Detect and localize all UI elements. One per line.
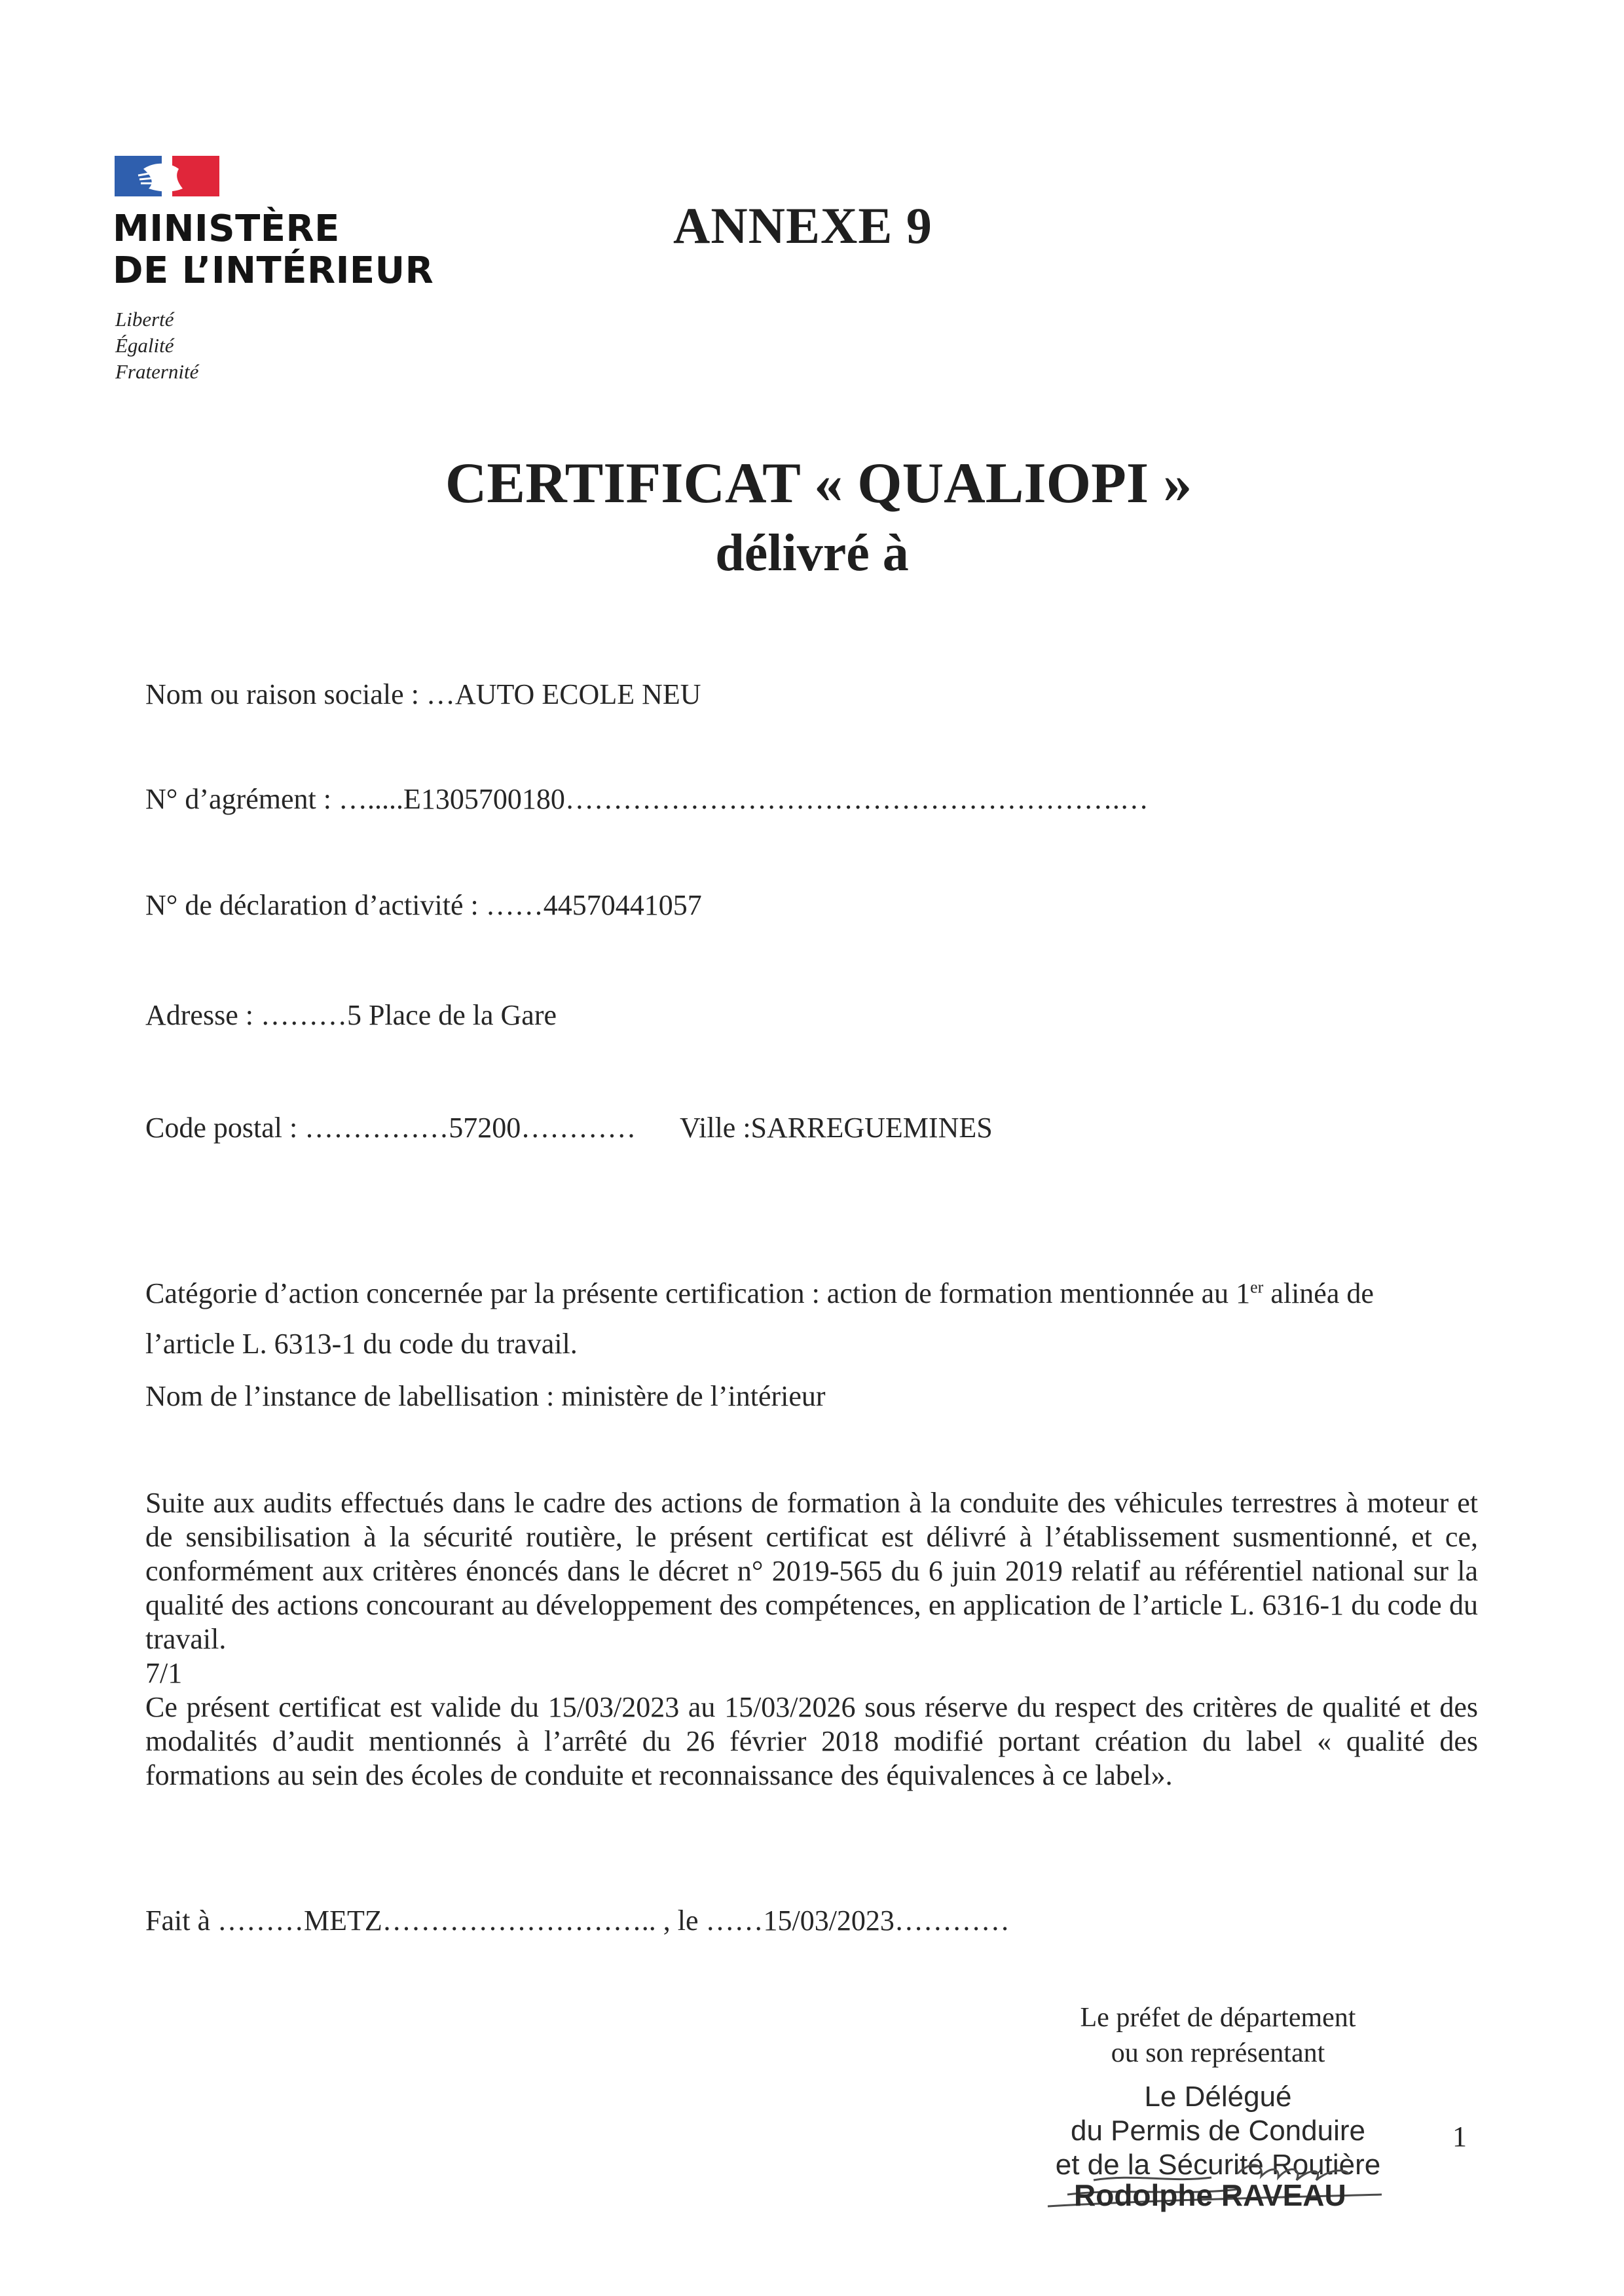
certificate-title: CERTIFICAT « QUALIOPI »: [445, 452, 1192, 515]
paragraph-validite: Ce présent certificat est valide du 15/03/2023 au 15/03/2026 sous réserve du respect des critères de qualité et des modalités d’audit mentionnés à l’arrêté du 26 février 2018 modifié portant création du label « qualité des formations au sein des écoles de conduite et reconnaissance des équivalences à ce label».: [145, 1691, 1478, 1791]
reference-7-1: 7/1: [145, 1657, 183, 1689]
field-nom-raison-sociale: Nom ou raison sociale : …AUTO ECOLE NEU: [145, 678, 701, 710]
stamp-line2: du Permis de Conduire: [1070, 2115, 1365, 2147]
signature-prefet-line1: Le préfet de département: [1080, 2003, 1356, 2033]
field-numero-declaration: N° de déclaration d’activité : ……44570441057: [145, 889, 702, 921]
ministry-name-line1: MINISTÈRE: [113, 208, 340, 250]
annexe-title: ANNEXE 9: [673, 197, 932, 254]
ministry-name-line2: DE L’INTÉRIEUR: [113, 249, 434, 292]
stamp-signatory-name: Rodolphe RAVEAU: [1074, 2178, 1346, 2212]
motto-liberte: Liberté: [115, 308, 174, 331]
superscript-er: er: [1250, 1277, 1264, 1297]
fait-a-lieu-date: Fait à ………METZ……………………….. , le ……15/03/2023…………: [145, 1904, 1010, 1937]
categorie-action-line2: l’article L. 6313-1 du code du travail.: [145, 1328, 578, 1360]
categorie-action-line1: Catégorie d’action concernée par la présente certification : action de formation mentionnée au 1er alinéa de: [145, 1277, 1374, 1309]
page-number: 1: [1452, 2121, 1467, 2153]
certificate-subtitle: délivré à: [715, 524, 909, 582]
stamp-line1: Le Délégué: [1144, 2081, 1292, 2113]
motto-fraternite: Fraternité: [115, 360, 199, 383]
signature-prefet-line2: ou son représentant: [1111, 2038, 1325, 2068]
republique-francaise-flag-logo: [115, 156, 219, 196]
stamp-line3: et de la Sécurité Routière: [1055, 2149, 1381, 2181]
field-adresse: Adresse : ………5 Place de la Gare: [145, 999, 557, 1031]
instance-labellisation: Nom de l’instance de labellisation : ministère de l’intérieur: [145, 1380, 826, 1412]
field-numero-agrement: N° d’agrément : ….....E1305700180………………………………………………….…: [145, 783, 1149, 815]
motto-egalite: Égalité: [115, 334, 174, 357]
field-ville: Ville :SARREGUEMINES: [680, 1112, 993, 1144]
field-code-postal: Code postal : ……………57200…………: [145, 1112, 637, 1144]
paragraph-audits: Suite aux audits effectués dans le cadre des actions de formation à la conduite des véhicules terrestres à moteur et de sensibilisation à la sécurité routière, le présent certificat est délivré à l’établissement susmentionné, et ce, conformément aux critères énoncés dans le décret n° 2019-565 du 6 juin 2019 relatif au référentiel national sur la qualité des actions concourant au développement des compétences, en application de l’article L. 6316-1 du code du travail.: [145, 1487, 1478, 1655]
